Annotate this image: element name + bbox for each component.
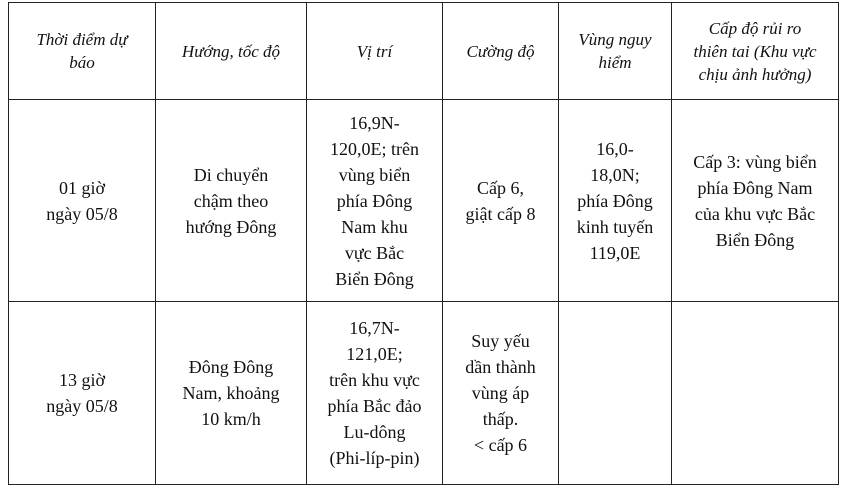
header-row: [9, 3, 839, 100]
cell-danger-zone: [559, 302, 672, 485]
cell-danger-zone: 16,0- 18,0N; phía Đông kinh tuyến 119,0E: [559, 100, 672, 302]
header-risk-level: Cấp độ rủi ro thiên tai (Khu vực chịu ảnh hưởng): [672, 3, 839, 100]
cell-risk-level: Cấp 3: vùng biển phía Đông Nam của khu vực Bắc Biển Đông: [672, 100, 839, 302]
cell-position: 16,9N- 120,0E; trên vùng biển phía Đông Nam khu vực Bắc Biển Đông: [307, 100, 443, 302]
header-direction-speed: Hướng, tốc độ: [156, 3, 307, 100]
cell-time: 13 giờ ngày 05/8: [9, 302, 156, 485]
cell-time: 01 giờ ngày 05/8: [9, 100, 156, 302]
cell-intensity: Cấp 6, giật cấp 8: [443, 100, 559, 302]
table-row: [9, 302, 839, 485]
header-position: Vị trí: [307, 3, 443, 100]
cell-direction-speed: Đông Đông Nam, khoảng 10 km/h: [156, 302, 307, 485]
header-danger-zone: Vùng nguy hiểm: [559, 3, 672, 100]
header-time: Thời điểm dự báo: [9, 3, 156, 100]
cell-intensity: Suy yếu dần thành vùng áp thấp. < cấp 6: [443, 302, 559, 485]
cell-position: 16,7N- 121,0E; trên khu vực phía Bắc đảo Lu-dông (Phi-líp-pin): [307, 302, 443, 485]
header-intensity: Cường độ: [443, 3, 559, 100]
cell-direction-speed: Di chuyển chậm theo hướng Đông: [156, 100, 307, 302]
cell-risk-level: [672, 302, 839, 485]
forecast-table: [8, 2, 839, 485]
table-row: [9, 100, 839, 302]
